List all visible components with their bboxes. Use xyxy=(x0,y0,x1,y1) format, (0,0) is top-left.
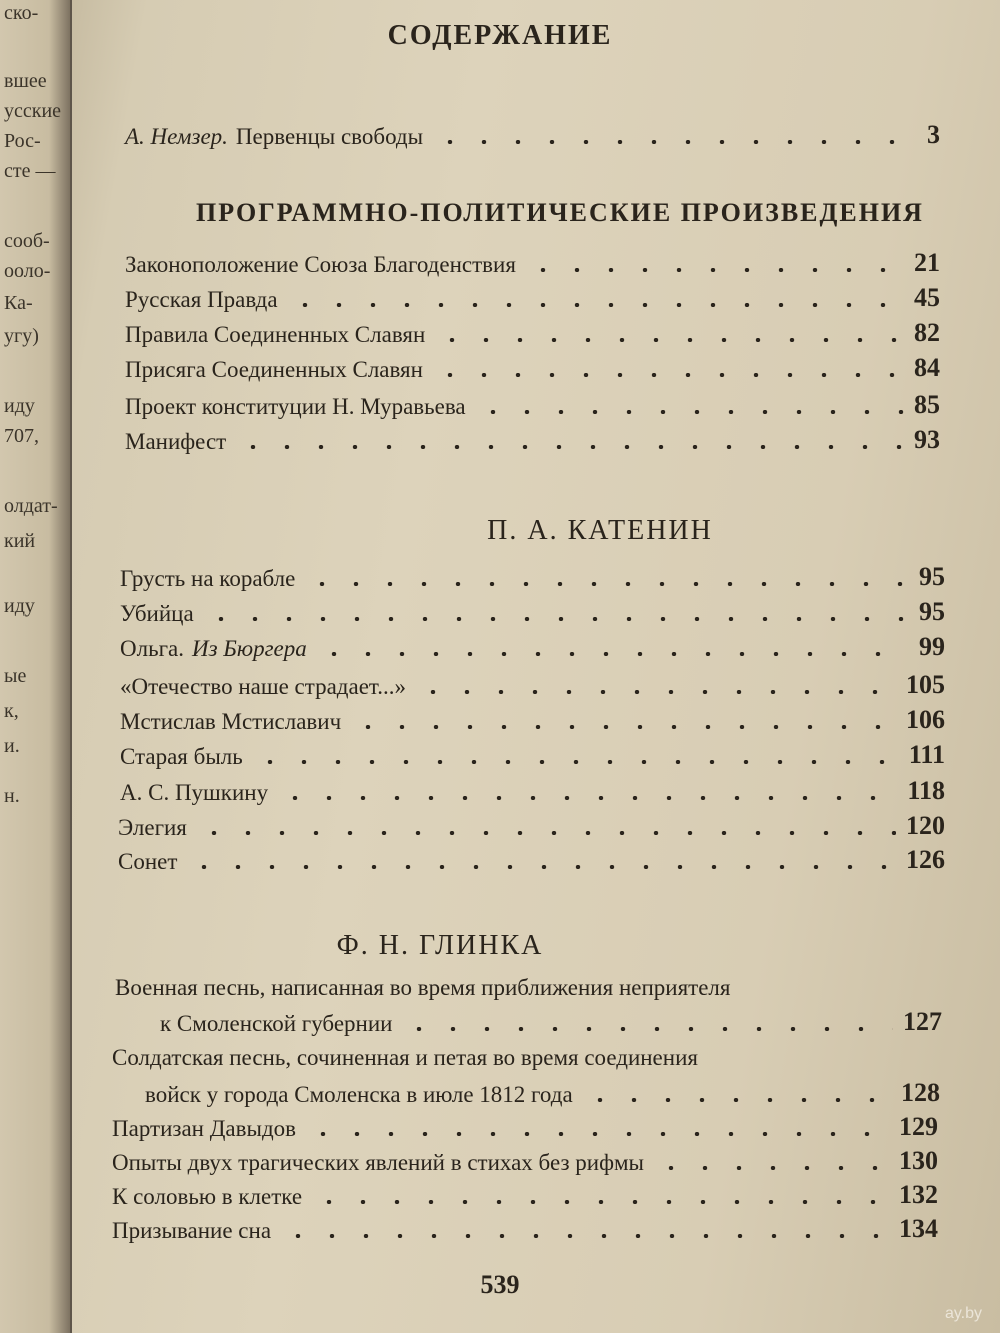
gutter-fragment: иду xyxy=(4,595,35,617)
entry-title: Опыты двух трагических явлений в стихах без рифмы xyxy=(112,1150,644,1175)
entry-title: Партизан Давыдов xyxy=(112,1116,296,1141)
toc-entry[interactable] xyxy=(112,1214,938,1244)
gutter-fragment: ые xyxy=(4,665,27,687)
entry-page: 118 xyxy=(907,776,945,805)
toc-entry[interactable] xyxy=(125,248,940,278)
entry-page: 21 xyxy=(914,248,940,277)
entry-page: 106 xyxy=(906,705,945,734)
leader-dots xyxy=(281,1234,889,1238)
entry-title-line1: Военная песнь, написанная во время приближения неприятеля xyxy=(115,975,731,1000)
gutter-fragment: н. xyxy=(4,785,20,807)
entry-page: 93 xyxy=(914,425,940,454)
leader-dots xyxy=(204,617,909,621)
toc-entry[interactable] xyxy=(160,1007,942,1037)
gutter-fragment: усские xyxy=(4,100,62,122)
entry-page: 130 xyxy=(899,1146,938,1175)
gutter-fragment: к, xyxy=(4,700,19,722)
entry-page: 82 xyxy=(914,318,940,347)
leader-dots xyxy=(416,690,896,694)
entry-page: 85 xyxy=(914,390,940,419)
entry-page: 45 xyxy=(914,283,940,312)
toc-entry[interactable] xyxy=(120,597,945,627)
leader-dots xyxy=(433,140,917,144)
entry-page: 111 xyxy=(908,740,945,769)
toc-entry[interactable] xyxy=(120,776,945,806)
entry-title: Законоположение Союза Благоденствия xyxy=(125,252,516,277)
watermark: ay.by xyxy=(944,1305,982,1322)
toc-entry[interactable] xyxy=(112,1180,938,1210)
toc-entry[interactable] xyxy=(125,353,940,383)
leader-dots xyxy=(526,268,904,272)
gutter-fragment: 707, xyxy=(4,425,39,447)
toc-entry[interactable] xyxy=(120,740,945,770)
entry-page: 128 xyxy=(901,1078,940,1107)
leader-dots xyxy=(288,303,904,307)
entry-title: Проект конституции Н. Муравьева xyxy=(125,394,466,419)
entry-title: Манифест xyxy=(125,429,227,454)
entry-title: Сонет xyxy=(118,849,178,874)
entry-page: 120 xyxy=(906,811,945,840)
leader-dots xyxy=(435,338,904,342)
entry-page: 129 xyxy=(899,1112,938,1141)
gutter-fragment: иду xyxy=(4,395,35,417)
entry-title: к Смоленской губернии xyxy=(160,1011,393,1036)
gutter-fragment: кий xyxy=(4,530,36,552)
page-number: 539 xyxy=(480,1270,520,1299)
entry-author: А. Немзер. xyxy=(125,124,228,149)
entry-page: 99 xyxy=(919,632,945,661)
gutter-fragment: сооб- xyxy=(4,230,50,252)
leader-dots xyxy=(654,1166,889,1170)
entry-title: Правила Соединенных Славян xyxy=(125,322,426,347)
leader-dots xyxy=(433,373,904,377)
toc-entry[interactable] xyxy=(120,562,945,592)
leader-dots xyxy=(253,760,899,764)
entry-page: 126 xyxy=(906,845,945,874)
entry-title: А. С. Пушкину xyxy=(120,780,269,805)
toc-entry[interactable] xyxy=(125,390,940,420)
leader-dots xyxy=(402,1027,893,1031)
entry-subtitle: Из Бюргера xyxy=(191,636,307,661)
entry-page: 132 xyxy=(899,1180,938,1209)
gutter-fragment: олдат- xyxy=(4,495,58,517)
entry-title: войск у города Смоленска в июле 1812 года xyxy=(145,1082,573,1107)
section-heading: ПРОГРАММНО-ПОЛИТИЧЕСКИЕ ПРОИЗВЕДЕНИЯ xyxy=(196,198,924,227)
entry-page: 127 xyxy=(903,1007,942,1036)
gutter-fragment: и. xyxy=(4,735,20,757)
entry-page: 3 xyxy=(927,120,940,149)
gutter-fragment: вшее xyxy=(4,70,47,92)
gutter-fragment: угу) xyxy=(4,325,39,347)
entry-title: Старая быль xyxy=(120,744,243,769)
entry-title: Присяга Соединенных Славян xyxy=(125,357,423,382)
toc-entry[interactable] xyxy=(125,283,940,313)
entry-title: Мстислав Мстиславич xyxy=(120,709,342,734)
toc-entry[interactable] xyxy=(118,845,945,875)
leader-dots xyxy=(278,796,897,800)
toc-entry[interactable] xyxy=(120,670,945,700)
toc-entry[interactable] xyxy=(112,1146,938,1176)
leader-dots xyxy=(583,1098,891,1102)
section-heading: Ф. Н. ГЛИНКА xyxy=(336,930,544,961)
toc-entry[interactable] xyxy=(125,318,940,348)
entry-title: Призывание сна xyxy=(112,1218,272,1243)
toc-entry-intro[interactable] xyxy=(125,120,940,150)
entry-title: Ольга. xyxy=(120,636,184,661)
leader-dots xyxy=(312,1200,889,1204)
entry-title-line1: Солдатская песнь, сочиненная и петая во время соединения xyxy=(112,1045,698,1070)
gutter-fragment: Рос- xyxy=(4,130,41,152)
leader-dots xyxy=(187,865,896,869)
toc-entry[interactable] xyxy=(118,811,945,841)
gutter-fragment: ско- xyxy=(4,2,39,24)
gutter-fragment: сте — xyxy=(4,160,56,182)
entry-title: Грусть на корабле xyxy=(120,566,296,591)
toc-entry[interactable] xyxy=(125,425,940,455)
entry-page: 95 xyxy=(919,562,945,591)
leader-dots xyxy=(305,582,909,586)
entry-title: «Отечество наше страдает...» xyxy=(120,674,406,699)
gutter-fragment: Ка- xyxy=(4,292,33,314)
toc-entry[interactable] xyxy=(120,632,945,662)
page-title: СОДЕРЖАНИЕ xyxy=(387,20,613,51)
section-heading: П. А. КАТЕНИН xyxy=(487,515,713,546)
toc-entry[interactable] xyxy=(120,705,945,735)
toc-entry[interactable] xyxy=(145,1078,940,1108)
entry-page: 95 xyxy=(919,597,945,626)
entry-page: 84 xyxy=(914,353,940,382)
gutter-fragment: ооло- xyxy=(4,260,51,282)
leader-dots xyxy=(317,652,909,656)
toc-entry[interactable] xyxy=(112,1112,938,1142)
entry-title: Убийца xyxy=(120,601,194,626)
entry-page: 134 xyxy=(899,1214,938,1243)
leader-dots xyxy=(476,410,904,414)
entry-page: 105 xyxy=(906,670,945,699)
leader-dots xyxy=(197,831,896,835)
leader-dots xyxy=(306,1132,889,1136)
leader-dots xyxy=(351,725,896,729)
entry-title: Первенцы свободы xyxy=(235,124,424,149)
entry-title: Элегия xyxy=(118,815,187,840)
entry-title: Русская Правда xyxy=(125,287,278,312)
leader-dots xyxy=(236,445,904,449)
entry-title: К соловью в клетке xyxy=(112,1184,303,1209)
